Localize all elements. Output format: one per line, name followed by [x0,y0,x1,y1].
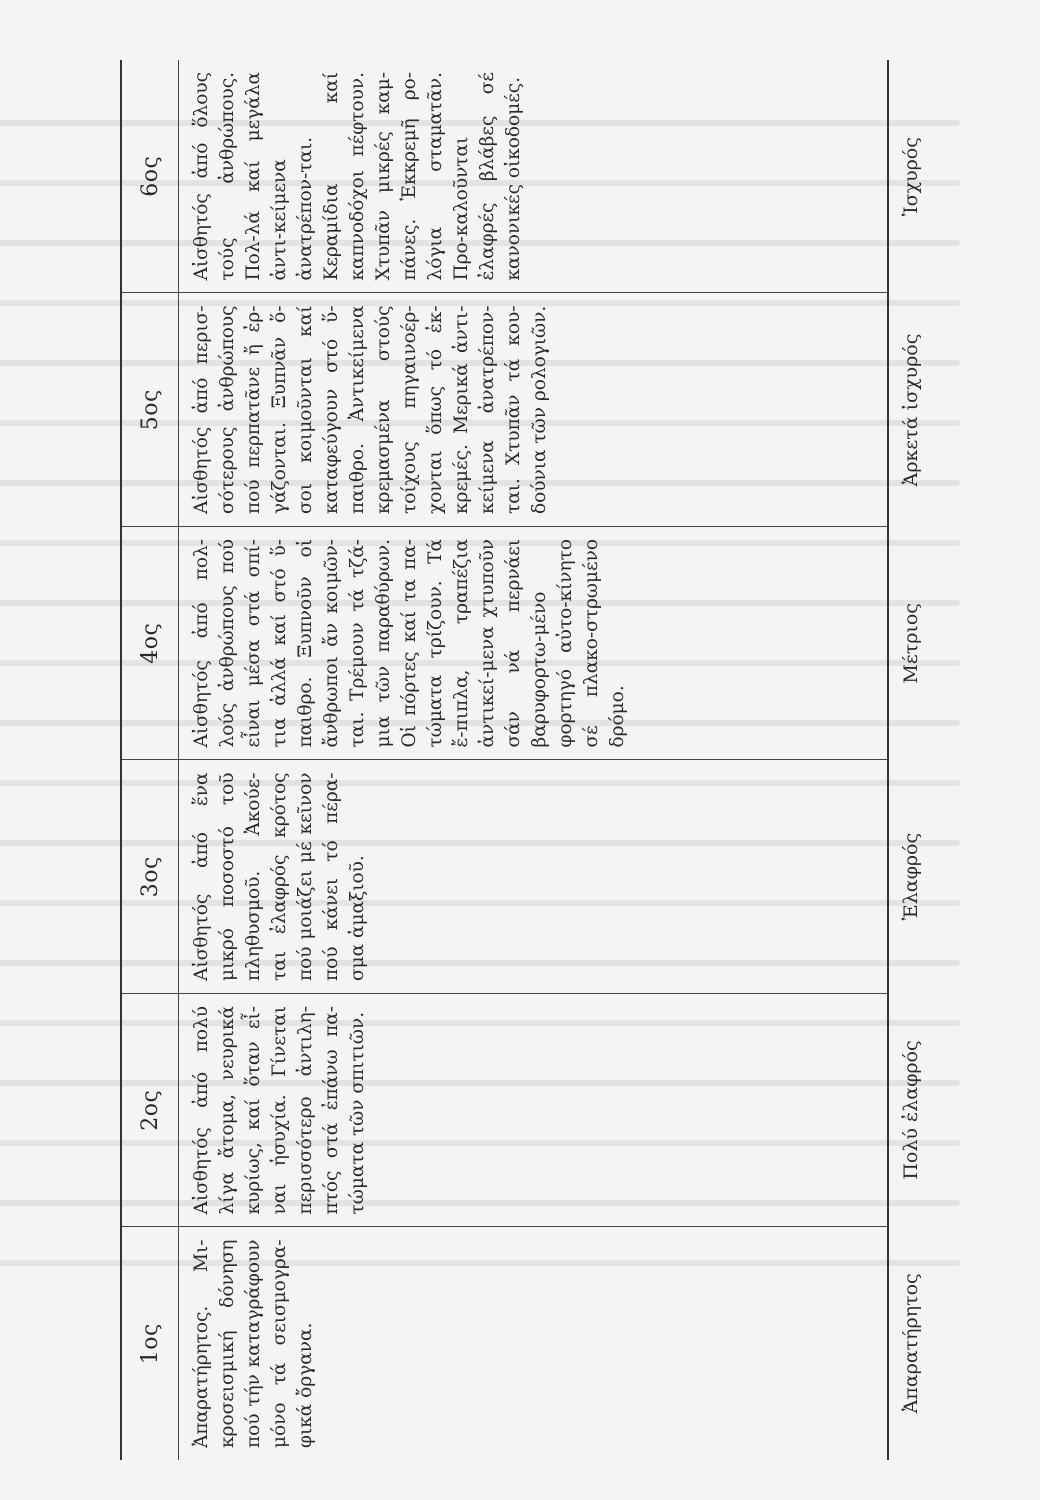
column-degree-4 [122,527,887,761]
column-header: 2ος [122,994,179,1227]
intensity-label: Ἀρκετά ἰσχυρός [900,333,922,487]
column-degree-6 [122,60,887,294]
intensity-label: Μέτριος [900,603,922,684]
column-header: 6ος [122,60,179,293]
column-header: 1ος [122,1228,179,1461]
intensity-table [120,60,889,1460]
intensity-label: Ἀπαρατήρητος [900,1273,922,1414]
intensity-label: Πολύ ἐλαφρός [900,1040,922,1180]
column-header: 4ος [122,527,179,760]
intensity-label: Ἰσχυρός [900,137,922,217]
column-description: Αἰσθητός ἀπό πολύ λίγα ἄτομα, νευρικά κυρίως, καί ὅταν εἶ-ναι ἡσυχία. Γίνεται περισσότερο ἀντιλη-πτός στά ἐπάνω πα-τώματα τῶν σπιτιῶν. [191,1006,368,1215]
intensity-labels-row [900,60,922,1460]
column-description: Αἰσθητός ἀπό περισ-σότερους ἀνθρώπους πού περπατᾶνε ἤ ἐρ-γάζονται. Ξυπνᾶν ὅ-σοι κοιμοῦνται καί καταφεύγουν στό ὕ-παιθρο. Ἀντικείμενα κρεμασμένα στούς τοίχους πηγαινοέρ-χονται ὅπως τό ἐκ-κρεμές. Μερικά ἀντι-κείμενα ἀνατρέπον-ται. Χτυπᾶν τά κου-δούνια τῶν ρολογιῶν. [191,305,550,514]
column-header: 3ος [122,761,179,994]
intensity-label: Ἐλαφρός [900,832,922,921]
column-degree-5 [122,294,887,528]
column-degree-1 [122,1228,887,1461]
rotated-intensity-table [120,60,950,1460]
column-description: Αἰσθητός ἀπό πολ-λούς ἀνθρώπους πού εἶναι μέσα στά σπί-τια ἀλλά καί στό ὕ-παιθρο. Ξυπνοῦν οἱ ἄνθρωποι ἄν κοιμῶν-ται. Τρέμουν τά τζά-μια τῶν παραθύρων. Οἱ πόρτες καί τα πα-τώματα τρίζουν. Τά ἔ-πιπλα, τραπέζια ἀντικεί-μενα χτυποῦν σάν νά περνάει βαρυφορτω-μένο φορτηγό αὐτο-κίνητο σέ πλακο-στρωμένο δρόμο. [191,539,628,748]
column-description: Αἰσθητός ἀπό ἕνα μικρό ποσοστό τοῦ πληθυσμοῦ. Ἀκούε-ται ἐλαφρός κρότος πού μοιάζει μέ κεῖνον πού κάνει τό πέρα-σμα ἁμαξιοῦ. [191,772,368,981]
column-header: 5ος [122,294,179,527]
column-degree-2 [122,994,887,1228]
column-degree-3 [122,761,887,995]
column-description: Ἀπαρατήρητος. Μι-κροσεισμική δόνηση πού τήν καταγράφουν μόνο τά σεισμογρα-φικά ὄργανα. [191,1239,316,1448]
column-description: Αἰσθητός ἀπό ὅλους τούς ἀνθρώπους. Πολ-λά καί μεγάλα ἀντι-κείμενα ἀνατρέπον-ται. Κεραμίδια καί καπνοδόχοι πέφτουν. Χτυπᾶν μικρές καμ-πάνες. Ἐκκρεμῆ ρο-λόγια σταματᾶν. Προ-καλοῦνται ἐλαφρές βλάβες σέ κανονικές οἰκοδομές. [191,72,524,281]
